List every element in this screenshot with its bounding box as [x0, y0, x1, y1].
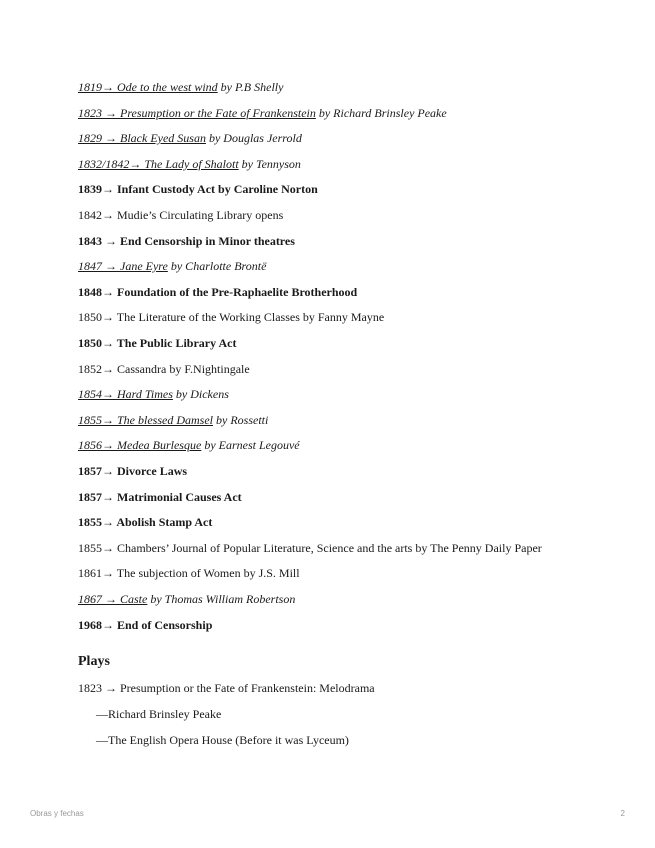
timeline-entry-title: 1823 → Presumption or the Fate of Frankenstein [78, 106, 316, 120]
timeline-entry-text: 1855→ Abolish Stamp Act [78, 515, 213, 529]
timeline-entry [78, 618, 212, 632]
timeline-entry-text: by Dickens [172, 387, 229, 401]
timeline-entry-title: 1867 → Caste [78, 592, 148, 606]
timeline-entry-text: by Charlotte Brontë [167, 259, 267, 273]
timeline-entry-text: 1839→ Infant Custody Act by Caroline Norton [78, 182, 318, 196]
timeline-entry-text: 1848→ Foundation of the Pre-Raphaelite Brotherhood [78, 285, 358, 299]
timeline-entry-text: by Thomas William Robertson [147, 592, 296, 606]
timeline-entry [78, 106, 447, 120]
timeline-entry [78, 413, 268, 427]
timeline-entry-text: 1861→ The subjection of Women by J.S. Mill [78, 566, 300, 580]
timeline-entry-title: 1847 → Jane Eyre [78, 259, 168, 273]
timeline-entry-text: 1852→ Cassandra by F.Nightingale [78, 362, 250, 376]
timeline-entry-title: 1829 → Black Eyed Susan [78, 131, 206, 145]
timeline-entry [78, 182, 318, 196]
timeline-entry-text: 1850→ The Public Library Act [78, 336, 237, 350]
timeline-entry-text: 1857→ Matrimonial Causes Act [78, 490, 242, 504]
timeline-entry [78, 592, 295, 606]
timeline-entry-text: 1843 → End Censorship in Minor theatres [78, 234, 295, 248]
timeline-entry [78, 259, 266, 273]
timeline-entry-title: 1855→ The blessed Damsel [78, 413, 213, 427]
timeline-entry [78, 515, 212, 529]
timeline-entry-title: 1819→ Ode to the west wind [78, 80, 218, 94]
timeline-entry [78, 80, 283, 94]
timeline-entry-text: 1850→ The Literature of the Working Classes by Fanny Mayne [78, 310, 385, 324]
footer-title: Obras y fechas [30, 809, 84, 818]
timeline-entry [78, 208, 283, 222]
timeline-entry-title: 1856→ Medea Burlesque [78, 438, 202, 452]
timeline-entry-text: by Earnest Legouvé [201, 438, 300, 452]
timeline-entry-text: 1842→ Mudie’s Circulating Library opens [78, 208, 284, 222]
timeline-entry [78, 362, 250, 376]
timeline-entry-text: 1968→ End of Censorship [78, 618, 213, 632]
timeline-entry [78, 310, 384, 324]
timeline-entry-text: 1855→ Chambers’ Journal of Popular Literature, Science and the arts by The Penny Daily Paper [78, 541, 542, 555]
timeline-entry-text: 1857→ Divorce Laws [78, 464, 188, 478]
timeline-entry [78, 157, 301, 171]
timeline-entry-title: 1854→ Hard Times [78, 387, 173, 401]
timeline-entry [78, 541, 542, 555]
page-number: 2 [620, 809, 625, 818]
timeline-entry [78, 464, 187, 478]
timeline-entry [78, 438, 300, 452]
timeline-entry [78, 566, 300, 580]
timeline-entry-title: 1832/1842→ The Lady of Shalott [78, 157, 239, 171]
plays-entry: 1823 → Presumption or the Fate of Frankenstein: Melodrama [78, 681, 375, 695]
plays-heading: Plays [78, 654, 110, 669]
timeline-entry [78, 131, 302, 145]
timeline-entry-text: by Douglas Jerrold [205, 131, 302, 145]
timeline-entry-text: by P.B Shelly [217, 80, 284, 94]
timeline-entry [78, 336, 236, 350]
plays-detail-author: —Richard Brinsley Peake [96, 707, 222, 721]
timeline-entry [78, 490, 242, 504]
timeline-entry [78, 285, 357, 299]
timeline-entry-text: by Tennyson [238, 157, 301, 171]
timeline-entry-text: by Richard Brinsley Peake [315, 106, 447, 120]
timeline-entry-text: by Rossetti [213, 413, 269, 427]
plays-detail-venue: —The English Opera House (Before it was Lyceum) [96, 733, 349, 747]
timeline-entry [78, 234, 295, 248]
timeline-entry [78, 387, 229, 401]
